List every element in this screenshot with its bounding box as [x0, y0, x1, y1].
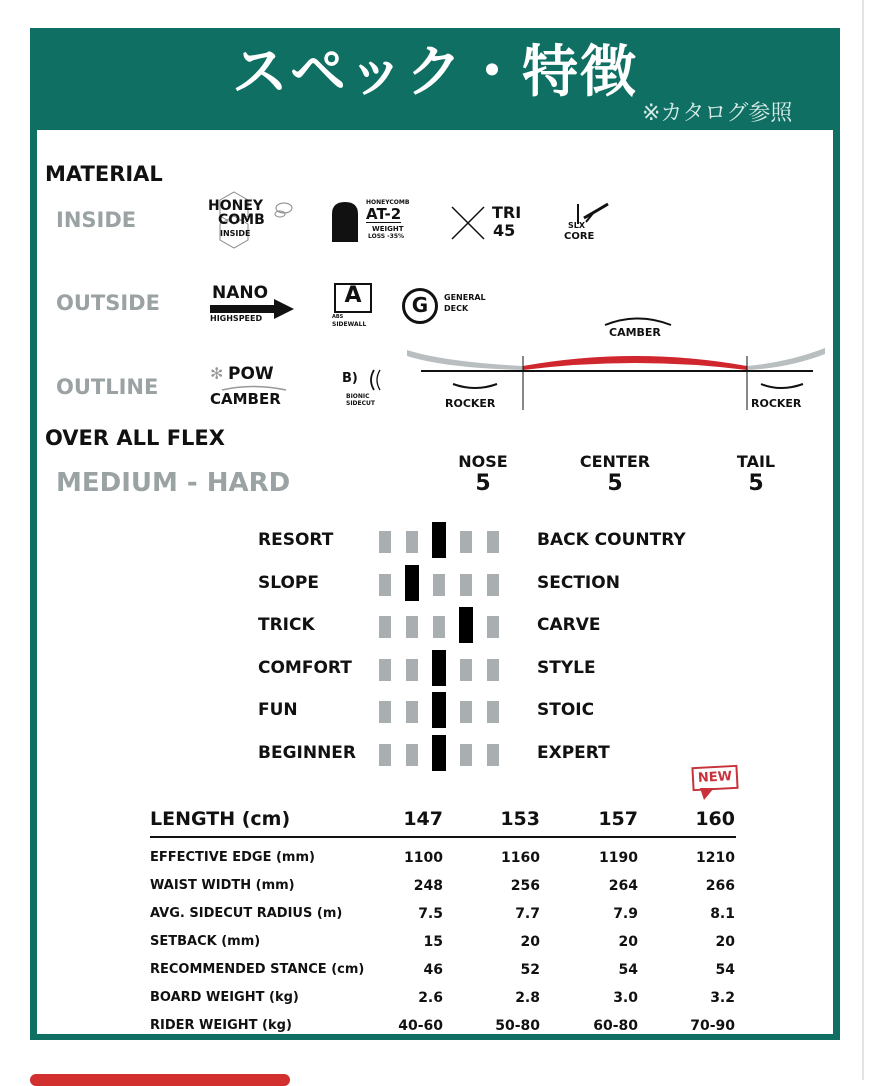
center-label: CENTER: [579, 452, 651, 471]
slider-cell: [487, 531, 499, 553]
outline-label: OUTLINE: [56, 375, 159, 399]
table-cell: 1210: [696, 850, 735, 866]
slider-cell: [487, 701, 499, 723]
slider-cell: [379, 574, 391, 596]
table-row-label: AVG. SIDECUT RADIUS (m): [150, 906, 343, 921]
table-cell: 20: [520, 934, 540, 950]
table-cell: 15: [423, 934, 443, 950]
slider-marker: [432, 692, 446, 728]
table-row-label: RIDER WEIGHT (kg): [150, 1018, 292, 1033]
center-flex: [575, 452, 655, 496]
slider-right-label: STOIC: [537, 700, 595, 721]
rocker-right-label: ROCKER: [751, 397, 802, 410]
new-badge: NEW: [691, 765, 738, 791]
slider-cell: [433, 616, 445, 638]
slider-cell: [433, 574, 445, 596]
table-cell: 264: [608, 878, 638, 894]
at2-small: HONEYCOMB: [366, 199, 410, 206]
honeycomb-line2: COMB: [218, 212, 265, 228]
abs-line1: ABS: [332, 314, 344, 320]
bottom-button-edge[interactable]: [30, 1074, 290, 1086]
nose-flex: [452, 452, 514, 496]
slider-cell: [460, 701, 472, 723]
slider-cell: [460, 659, 472, 681]
table-cell: 60-80: [593, 1018, 638, 1034]
table-cell: 2.6: [418, 990, 443, 1006]
bionic-mark: B): [342, 371, 358, 386]
slider-left-label: COMFORT: [258, 657, 352, 678]
slider-cell: [487, 659, 499, 681]
flex-heading: OVER ALL FLEX: [45, 426, 225, 450]
nose-label: NOSE: [458, 452, 508, 471]
slider-right-label: STYLE: [537, 657, 596, 678]
table-cell: 266: [705, 878, 735, 894]
slider-cell: [406, 701, 418, 723]
nose-value: 5: [475, 471, 491, 496]
pow-line2: CAMBER: [210, 390, 281, 408]
bionic-sidecut-icon: [340, 368, 386, 412]
slider-marker: [432, 650, 446, 686]
slider-left-label: SLOPE: [258, 572, 319, 593]
table-header-cell: 160: [695, 808, 735, 830]
at2-main: AT-2: [366, 205, 402, 223]
camber-label: CAMBER: [609, 326, 661, 339]
table-row-label: SETBACK (mm): [150, 934, 261, 949]
table-header-cell: 157: [598, 808, 638, 830]
slider-right-label: CARVE: [537, 615, 601, 636]
abs-letter: A: [344, 283, 362, 308]
table-header-cell: 153: [500, 808, 540, 830]
table-cell: 20: [715, 934, 735, 950]
table-cell: 52: [520, 962, 540, 978]
center-value: 5: [607, 471, 623, 496]
slider-marker: [432, 522, 446, 558]
table-cell: 7.9: [613, 906, 638, 922]
table-cell: 1190: [599, 850, 638, 866]
tri45-icon: [450, 203, 522, 241]
table-cell: 54: [618, 962, 638, 978]
table-row-label: BOARD WEIGHT (kg): [150, 990, 299, 1005]
flex-value: MEDIUM - HARD: [56, 468, 291, 498]
material-heading: MATERIAL: [45, 162, 163, 186]
table-cell: 40-60: [398, 1018, 443, 1034]
table-cell: 2.8: [515, 990, 540, 1006]
table-row-label: WAIST WIDTH (mm): [150, 878, 295, 893]
table-cell: 3.2: [710, 990, 735, 1006]
bionic-line1: BIONIC: [346, 393, 370, 400]
slider-cell: [379, 531, 391, 553]
tri-line1: TRI: [492, 203, 522, 222]
table-header-rule: [150, 836, 736, 838]
table-cell: 248: [413, 878, 443, 894]
slider-right-label: SECTION: [537, 572, 620, 593]
slider-cell: [379, 659, 391, 681]
honeycomb-inside-icon: [204, 190, 298, 250]
pow-camber-icon: ✻ POW CAMBER: [210, 366, 296, 410]
board-profile-diagram: [405, 300, 829, 415]
at2-weight-icon: [330, 198, 410, 244]
slider-right-label: EXPERT: [537, 743, 610, 763]
general-line1: GENERAL: [444, 293, 486, 302]
tri-line2: 45: [493, 221, 516, 240]
at2-sub1: WEIGHT: [372, 225, 404, 233]
abs-line2: SIDEWALL: [332, 321, 367, 328]
table-cell: 70-90: [690, 1018, 735, 1034]
table-header-cell: 147: [403, 808, 443, 830]
slider-cell: [460, 744, 472, 766]
tail-label: TAIL: [736, 452, 776, 471]
rocker-left-label: ROCKER: [445, 397, 496, 410]
tail-value: 5: [748, 471, 764, 496]
honeycomb-line3: INSIDE: [220, 229, 251, 238]
slider-cell: [379, 701, 391, 723]
catalog-note: ※カタログ参照: [642, 101, 793, 126]
new-badge-tail-icon: [700, 788, 714, 800]
slider-right-label: BACK COUNTRY: [537, 530, 686, 550]
table-row-label: RECOMMENDED STANCE (cm): [150, 962, 365, 977]
table-row-label: EFFECTIVE EDGE (mm): [150, 850, 315, 865]
bionic-line2: SIDECUT: [346, 400, 376, 407]
slider-cell: [406, 531, 418, 553]
nano-line2: HIGHSPEED: [210, 314, 263, 323]
page-title: スペック・特徴: [232, 40, 638, 105]
slider-cell: [406, 659, 418, 681]
table-cell: 7.5: [418, 906, 443, 922]
inside-label: INSIDE: [56, 208, 137, 232]
tail-flex: [726, 452, 786, 496]
table-cell: 46: [423, 962, 443, 978]
slider-cell: [487, 744, 499, 766]
slider-marker: [405, 565, 419, 601]
slider-cell: [406, 744, 418, 766]
slider-cell: [379, 744, 391, 766]
slider-cell: [379, 616, 391, 638]
table-header-label: LENGTH (cm): [150, 808, 291, 830]
honeycomb-line1: HONEY: [208, 198, 264, 214]
slider-left-label: TRICK: [258, 615, 315, 636]
slider-left-label: BEGINNER: [258, 743, 357, 763]
table-cell: 7.7: [515, 906, 540, 922]
scrollbar-track[interactable]: [862, 0, 864, 1080]
slider-left-label: RESORT: [258, 530, 334, 550]
nano-line1: NANO: [212, 283, 269, 303]
table-cell: 3.0: [613, 990, 638, 1006]
slider-left-label: FUN: [258, 700, 298, 721]
abs-sidewall-icon: [332, 283, 374, 329]
outside-label: OUTSIDE: [56, 291, 160, 315]
table-cell: 20: [618, 934, 638, 950]
slx-line1: SLX: [568, 221, 586, 230]
table-cell: 1100: [404, 850, 443, 866]
pow-line1: POW: [228, 364, 274, 384]
general-letter: G: [411, 293, 429, 317]
slx-core-icon: [564, 202, 614, 242]
slider-cell: [487, 616, 499, 638]
nano-highspeed-icon: [210, 285, 296, 325]
table-cell: 1160: [501, 850, 540, 866]
slider-marker: [432, 735, 446, 771]
slider-cell: [487, 574, 499, 596]
general-line2: DECK: [444, 304, 469, 313]
slider-cell: [460, 531, 472, 553]
table-cell: 8.1: [710, 906, 735, 922]
slider-cell: [460, 574, 472, 596]
slider-marker: [459, 607, 473, 643]
slx-line2: CORE: [564, 231, 595, 242]
slider-cell: [406, 616, 418, 638]
at2-sub2: LOSS -35%: [368, 233, 405, 240]
table-cell: 50-80: [495, 1018, 540, 1034]
table-cell: 256: [510, 878, 540, 894]
table-cell: 54: [715, 962, 735, 978]
